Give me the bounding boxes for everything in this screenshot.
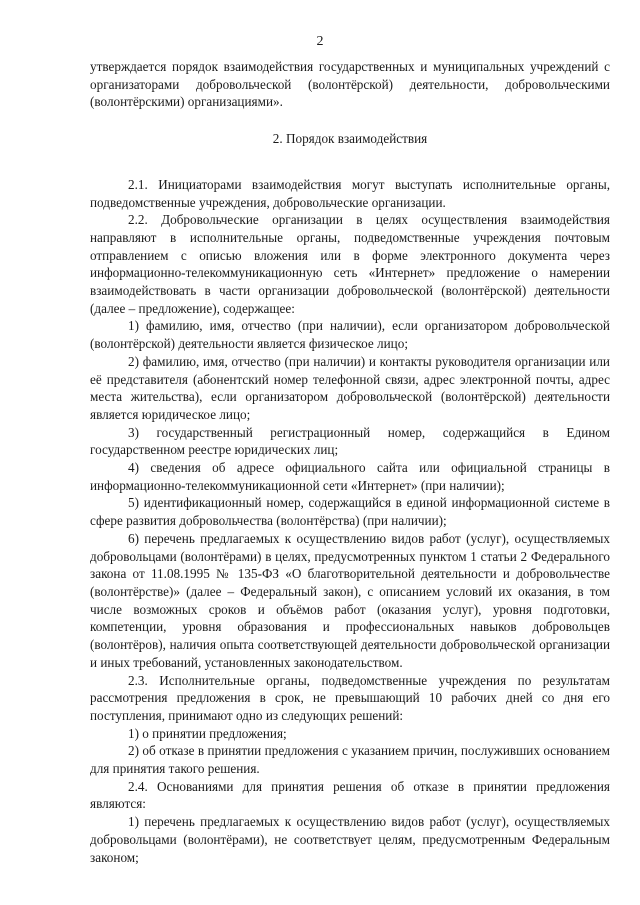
list-item-5: 5) идентификационный номер, содержащийся в единой информационной системе в сфере развития добровольчества (волонтёрства) (при наличии); — [90, 495, 610, 529]
intro-paragraph: утверждается порядок взаимодействия государственных и муниципальных учреждений с организаторами добровольческой (волонтёрской) деятельности, добровольческими (волонтёрскими) организациями». — [90, 59, 610, 110]
list-item-6: 6) перечень предлагаемых к осуществлению видов работ (услуг), осуществляемых добровольцами (волонтёрами) в целях, предусмотренных пунктом 1 статьи 2 Федерального закона от 11.08.1995 № 135-ФЗ «О благотворительной деятельности и добровольчестве (волонтёрстве)» (далее – Федеральный закон), с описанием условий их оказания, в том числе возможных сроков и объёмов работ (оказания услуг), уровня подготовки, компетенции, уровня образования и профессиональных навыков добровольцев (волонтёров), наличия опыта соответствующей деятельности добровольческой организации и иных требований, установленных законодательством. — [90, 530, 610, 670]
page-number: 2 — [316, 34, 324, 49]
refusal-item-1: 1) перечень предлагаемых к осуществлению видов работ (услуг), осуществляемых добровольцами (волонтёрами), не соответствует целям, предусмотренным Федеральным законом; — [90, 814, 610, 865]
decision-item-1: 1) о принятии предложения; — [128, 725, 287, 741]
list-item-3: 3) государственный регистрационный номер, содержащийся в Едином государственном реестре юридических лиц; — [90, 424, 610, 458]
spacer — [90, 166, 610, 176]
paragraph-2-4: 2.4. Основаниями для принятия решения об отказе в принятии предложения являются: — [90, 778, 610, 812]
paragraph-2-1: 2.1. Инициаторами взаимодействия могут выступать исполнительные органы, подведомственные учреждения, добровольческие организации. — [90, 176, 610, 210]
document-body — [90, 58, 610, 866]
list-item-4: 4) сведения об адресе официального сайта или официальной страницы в информационно-телекоммуникационной сети «Интернет» (при наличии); — [90, 460, 610, 493]
decision-item-2: 2) об отказе в принятии предложения с указанием причин, послуживших основанием для принятия такого решения. — [90, 743, 610, 777]
paragraph-2-2: 2.2. Добровольческие организации в целях осуществления взаимодействия направляют в исполнительные органы, подведомственные учреждения почтовым отправлением с описью вложения или в форме электронного документа через информационно-телекоммуникационную сеть «Интернет» предложение о намерении взаимодействовать в части организации добровольческой (волонтёрской) деятельности (далее – предложение), содержащее: — [90, 212, 610, 316]
list-item-1: 1) фамилию, имя, отчество (при наличии), если организатором добровольческой (волонтёрской) деятельности является физическое лицо; — [90, 318, 610, 352]
paragraph-2-3: 2.3. Исполнительные органы, подведомственные учреждения по результатам рассмотрения предложения в срок, не превышающий 10 рабочих дней со дня его поступления, принимают одно из следующих решений: — [90, 672, 610, 723]
list-item-2: 2) фамилию, имя, отчество (при наличии) и контакты руководителя организации или её представителя (абонентский номер телефонной связи, адрес электронной почты, адрес места жительства), если организатором добровольческой (волонтёрской) деятельности является юридическое лицо; — [90, 353, 610, 422]
section-title: 2. Порядок взаимодействия — [272, 131, 428, 147]
